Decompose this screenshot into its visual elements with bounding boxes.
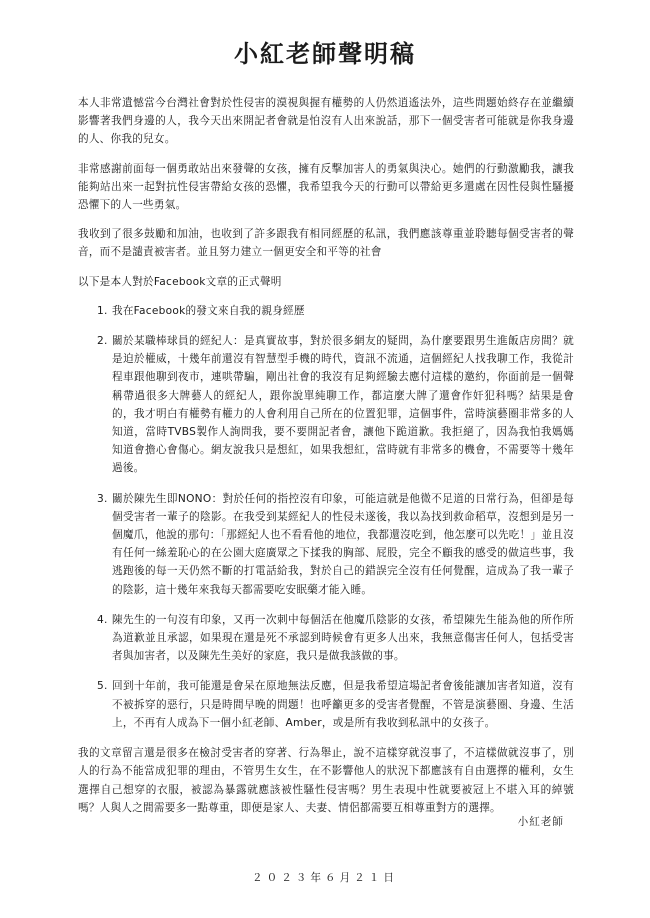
statement-list	[78, 302, 574, 732]
list-item-number: 5.	[97, 680, 108, 693]
list-item-text: 回到十年前，我可能還是會呆在原地無法反應，但是我希望這場記者會後能讓加害者知道，沒有不被拆穿的惡行，只是時間早晚的問題！也呼籲更多的受害者覺醒，不管是演藝圈、身邊、生活上，不再有人成為下一個小紅老師、Amber，或是所有我收到私訊中的女孩子。	[112, 680, 574, 729]
list-item-number: 2.	[97, 335, 108, 348]
list-item	[78, 611, 574, 666]
list-item-text: 關於某職棒球員的經紀人：是真實故事，對於很多網友的疑問，為什麼要跟男生進飯店房間？就是迫於權威，十幾年前還沒有智慧型手機的時代，資訊不流通，這個經紀人找我聊工作，我從計程車跟他聊到夜市，連哄帶騙，剛出社會的我沒有足夠經驗去應付這樣的邀約，你面前是一個聲稱帶過很多大牌藝人的經紀人，跟你說單純聊工作，都這麼大牌了還會作奸犯科嗎？結果是會的，我才明白有權勢有權力的人會利用自己所在的位置犯罪，這個事件，當時演藝圈非常多的人知道，當時TVBS製作人詢問我，要不要開記者會，讓他下跪道歉。我拒絕了，因為我怕我媽媽知道會擔心會傷心。網友說我只是想紅，如果我想紅，當時就有非常多的機會，不需要等十幾年過後。	[112, 335, 574, 475]
intro-paragraph: 本人非常遺憾當今台灣社會對於性侵害的漠視與握有權勢的人仍然逍遙法外，這些問題始終存在並繼續影響著我們身邊的人，我今天出來開記者會就是怕沒有人出來說話，那下一個受害者可能就是你我身邊的人、你我的兒女。	[78, 97, 574, 146]
list-item	[78, 677, 574, 732]
closing-paragraph: 我的文章留言還是很多在檢討受害者的穿著、行為舉止，說不這樣穿就沒事了，不這樣做就沒事了，別人的行為不能當成犯罪的理由，不管男生女生，在不影響他人的狀況下都應該有自由選擇的權利，女生選擇自己想穿的衣服，被認為暴露就應該被性騷性侵害嗎？男生表現中性就要被冠上不堪入耳的綽號嗎？人與人之間需要多一點尊重，即便是家人、夫妻、情侶都需要互相尊重對方的選擇。	[78, 747, 574, 814]
list-item	[78, 332, 574, 478]
list-item	[78, 302, 574, 320]
list-item	[78, 490, 574, 599]
list-item-text: 我在Facebook的發文來自我的親身經歷	[112, 304, 305, 317]
document-date: ２０２３年６月２１日	[252, 872, 398, 884]
list-item-number: 4.	[97, 613, 108, 626]
list-item-number: 3.	[97, 492, 108, 505]
support-paragraph: 我收到了很多鼓勵和加油，也收到了許多跟我有相同經歷的私訊，我們應該尊重並聆聽每個受害者的聲音，而不是譴責被害者。並且努力建立一個更安全和平等的社會	[78, 228, 574, 259]
list-item-number: 1.	[97, 304, 108, 317]
list-item-text: 陳先生的一句沒有印象，又再一次刺中每個活在他魔爪陰影的女孩，希望陳先生能為他的所作所為道歉並且承認，如果現在還是死不承認到時候會有更多人出來，我無意傷害任何人，包括受害者與加害者，以及陳先生美好的家庭，我只是做我該做的事。	[112, 613, 574, 663]
thanks-paragraph: 非常感謝前面每一個勇敢站出來發聲的女孩，擁有反擊加害人的勇氣與決心。她們的行動激勵我，讓我能夠站出來一起對抗性侵害帶給女孩的恐懼，我希望我今天的行動可以帶給更多還處在因性侵與性騷擾恐懼下的人一些勇氣。	[78, 162, 574, 212]
list-item-text: 關於陳先生即NONO：對於任何的指控沒有印象，可能這就是他微不足道的日常行為，但卻是每個受害者一輩子的陰影。在我受到某經紀人的性侵未遂後，我以為找到救命稻草，沒想到是另一個魔爪，他說的那句：「那經紀人也不看看他的地位，我都還沒吃到，他怎麼可以先吃！」並且沒有任何一絲羞恥心的在公園大庭廣眾之下揉我的胸部、屁股，完全不顧我的感受的做這些事，我逃跑後的每一天仍然不斷的打電話給我，對於自己的錯誤完全沒有任何覺醒，這成為了我一輩子的陰影，這十幾年來我每天都需要吃安眠藥才能入睡。	[112, 492, 574, 596]
signature: 小紅老師	[517, 816, 564, 828]
statement-intro: 以下是本人對於Facebook文章的正式聲明	[78, 275, 282, 288]
statement-body	[78, 94, 574, 828]
document-title: 小紅老師聲明稿	[234, 40, 416, 68]
